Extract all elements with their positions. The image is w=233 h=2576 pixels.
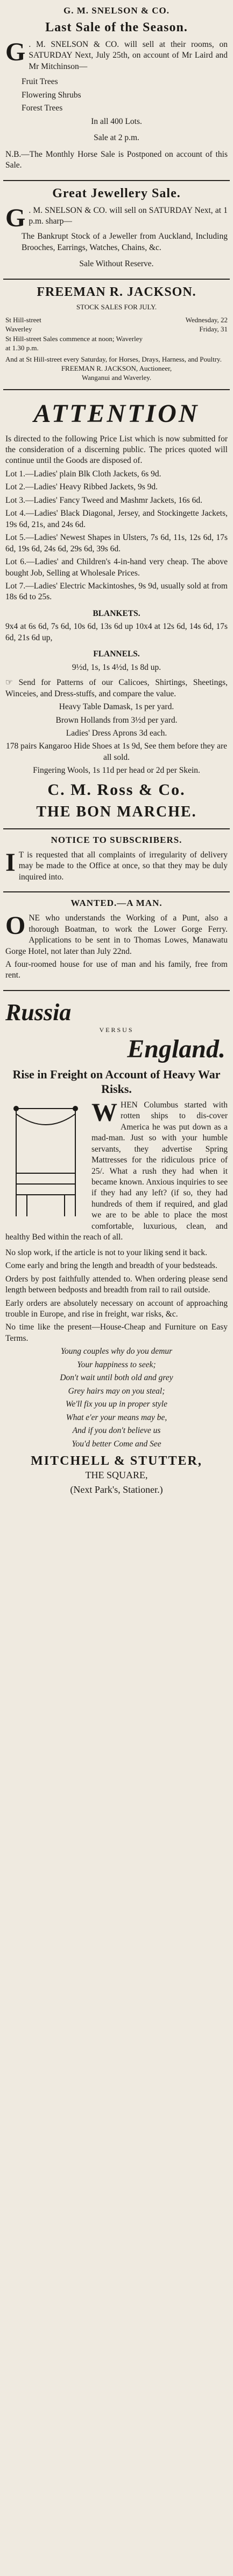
ad-intro: Is directed to the following Price List which is now submitted for the consideration of a discerning public. The prices quoted will continue until the Goods are disposed of. [5,434,228,466]
sale-row: Waverley Friday, 31 [5,325,228,334]
ad-body: T is requested that all complaints of irregularity of delivery may be made to the Office at once, so that they may be duly inquired into. [18,850,228,882]
verse-line: What e'er your means may be, [66,1412,167,1422]
ad-item: Forest Trees [22,103,63,113]
sale-row: at 1.30 p.m. [5,344,39,352]
notice-subscribers-ad [3,829,230,892]
ad-time: Sale at 2 p.m. [94,133,139,143]
dropcap: O [5,911,26,940]
ad-header: G. M. SNELSON & CO. [63,5,170,16]
shop-address: THE SQUARE, [85,1470,148,1480]
price-lot: Lot 7.—Ladies' Electric Mackintoshes, 9s 9d, usually sold at from 18s 6d to 25s. [5,581,228,602]
ad-title: Last Sale of the Season. [45,20,188,34]
jackson-stock-sales-ad [3,280,230,390]
ad-paragraph: No time like the present—House-Cheap and Furniture on Easy Terms. [5,1322,228,1343]
ad-paragraph: Early orders are absolutely necessary on account of approaching trouble in Europe, and rise in freight, war risks, &c. [5,1298,228,1319]
ad-title: FREEMAN R. JACKSON. [37,285,196,299]
pointing-hand-icon: ☞ [5,678,19,688]
extra-item: Fingering Wools, 1s 11d per head or 2d per Skein. [33,766,200,775]
extra-item: 178 pairs Kangaroo Hide Shoes at 1s 9d, See them before they are all sold. [5,742,228,762]
ad-body: HEN Columbus started with rotten ships to dis-cover America he was put down as a mad-man. Just so with your humble servants, they advertise Spring Mattresses for the ridiculous price of 25/. What a rush they had when it became known. Anxious inquiries to see if they had any left? (if so, they had hundreds of them if required, and glad we are to be able to place the most comfortable, luxurious, clean, and healthy Bed within the reach of all. [5,1100,228,1242]
dropcap: W [91,1098,117,1127]
extra-item: Ladies' Dress Aprons 3d each. [66,728,167,738]
ad-note: N.B.—The Monthly Horse Sale is Postponed on account of this Sale. [5,149,228,170]
wanted-man-ad [3,892,230,991]
verse-line: And if you don't believe us [72,1426,161,1436]
price-lot: Lot 6.—Ladies' and Children's 4-in-hand very cheap. The above bought Job, Selling at Wholesale Prices. [5,557,228,578]
shop-name-2: THE BON MARCHE. [36,803,197,820]
ad-versus: VERSUS [99,1026,134,1034]
ad-item: Fruit Trees [22,77,58,87]
verse-line: Grey hairs may on you steal; [68,1386,165,1396]
verse-line: We'll fix you up in proper style [66,1400,167,1409]
ad-title-a: Russia [5,999,72,1026]
sale-row: St Hill-street Wednesday, 22 [5,315,228,324]
ad-intro: . M. SNELSON & CO. will sell on SATURDAY Next, at 1 p.m. sharp— [29,205,228,226]
dropcap: G [5,38,26,66]
section-heading: BLANKETS. [93,608,140,618]
verse-line: Young couples why do you demur [60,1347,173,1356]
ad-title: ATTENTION [33,399,200,428]
section-heading: FLANNELS. [93,649,140,659]
ad-footer: Sale Without Reserve. [79,259,154,269]
flannel-prices: 9½d, 1s, 1s 4½d, 1s 8d up. [72,662,161,672]
shop-name: MITCHELL & STUTTER, [31,1454,202,1468]
ad-item: In all 400 Lots. [91,116,142,126]
price-lot: Lot 3.—Ladies' Fancy Tweed and Mashmr Jackets, 16s 6d. [5,495,203,505]
ad-extra: A four-roomed house for use of man and his family, free from rent. [5,959,228,980]
sale-row: St Hill-street Sales commence at noon; Waverley [5,334,143,343]
dropcap: I [5,848,16,877]
price-lot: Lot 5.—Ladies' Newest Shapes in Ulsters, 7s 6d, 11s, 12s 6d, 17s 6d, 19s 6d, 24s 6d, 29s 6d, 39s 6d. [5,533,228,553]
ad-subtitle: STOCK SALES FOR JULY. [76,302,157,311]
extra-item: Heavy Table Damask, 1s per yard. [59,702,174,712]
ad-title: Great Jewellery Sale. [52,186,181,200]
verse-line: Your happiness to seek; [77,1360,156,1369]
bed-illustration [5,1103,86,1227]
ad-body: The Bankrupt Stock of a Jeweller from Auckland, Including Brooches, Earrings, Watches, Chains, &c. [22,232,228,252]
ad-title: WANTED.—A MAN. [70,898,163,909]
ad-paragraph: Orders by post faithfully attended to. When ordering please send length between bedposts and breadth from rail to rail outside. [5,1274,228,1295]
attention-ad [3,390,230,829]
extra-item: Brown Hollands from 3½d per yard. [55,715,178,725]
ad-signature: Wanganui and Waverley. [81,373,152,382]
ad-subhead: Rise in Freight on Account of Heavy War Risks. [12,1067,221,1096]
patterns-note: ☞ Send for Patterns of our Calicoes, Shirtings, Sheetings, Winceies, and Dress-stuffs, and compare the value. [5,678,228,698]
blanket-prices: 9x4 at 6s 6d, 7s 6d, 10s 6d, 13s 6d up 10x4 at 12s 6d, 14s 6d, 17s 6d, 21s 6d up, [5,622,228,642]
ad-item: Flowering Shrubs [22,90,81,100]
price-lot: Lot 4.—Ladies' Black Diagonal, Jersey, and Stockingette Jackets, 19s 6d, 21s, and 24s 6d. [5,509,228,529]
russia-england-ad [3,991,230,1505]
ad-note: And at St Hill-street every Saturday, for Horses, Drays, Harness, and Poultry. [5,355,222,363]
newspaper-page [3,0,230,1505]
ad-title-b: England. [127,1034,225,1063]
verse-line: Don't wait until both old and grey [60,1373,173,1383]
ad-paragraph: Come early and bring the length and breadth of your bedsteads. [5,1261,217,1271]
shop-name: C. M. Ross & Co. [47,780,186,799]
ad-body: NE who understands the Working of a Punt, also a thorough Boatman, to work the Lower Gorge Ferry. Applications to be sent in to Thomas Lowes, Manawatu Gorge Hotel, not later than July 22nd. [5,913,228,956]
shop-address-note: (Next Park's, Stationer.) [70,1484,163,1495]
jewellery-sale-ad [3,181,230,280]
ad-signature: FREEMAN R. JACKSON, Auctioneer, [61,364,172,372]
dropcap: G [5,203,26,232]
snelson-season-ad [3,0,230,181]
price-lot: Lot 1.—Ladies' plain Blk Cloth Jackets, 6s 9d. [5,469,161,479]
ad-title: NOTICE TO SUBSCRIBERS. [51,834,182,845]
ad-paragraph: No slop work, if the article is not to your liking send it back. [5,1248,207,1257]
price-lot: Lot 2.—Ladies' Heavy Ribbed Jackets, 9s 9d. [5,482,158,492]
verse-line: You'd better Come and See [72,1439,161,1449]
ad-intro: . M. SNELSON & CO. will sell at their rooms, on SATURDAY Next, July 25th, on account of Mr Laird and Mr Mitchinson— [29,40,228,71]
